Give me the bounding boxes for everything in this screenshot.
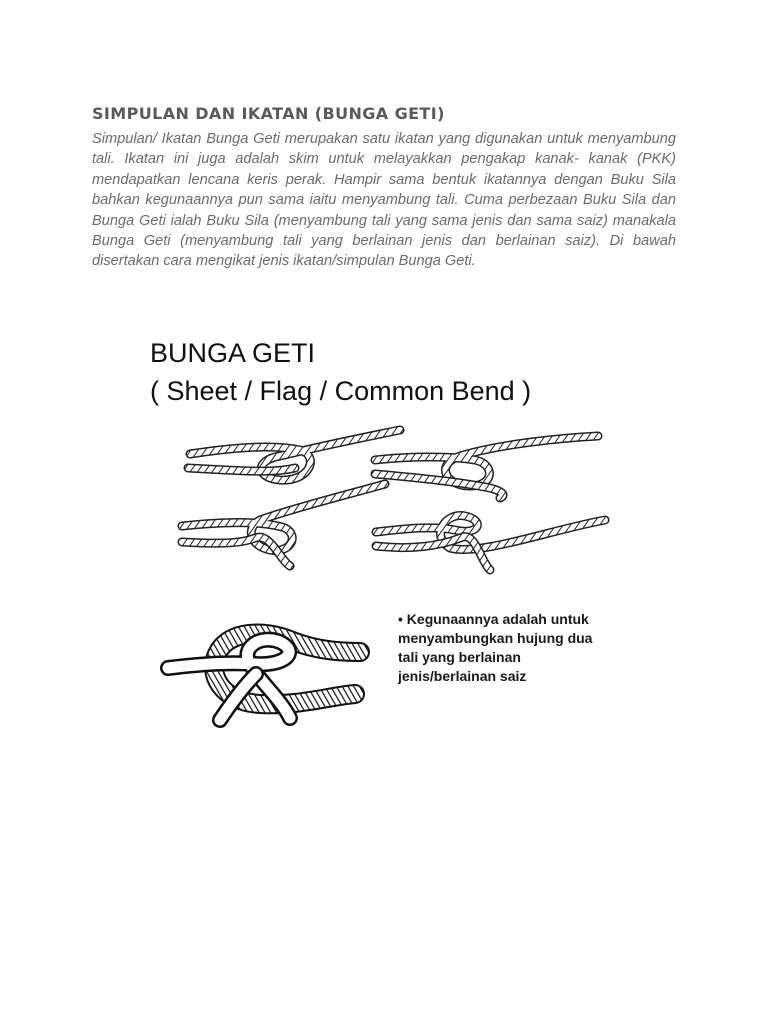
figure-title-subtitle: ( Sheet / Flag / Common Bend ) bbox=[150, 376, 532, 406]
intro-line: Simpulan/ Ikatan Bunga Geti merupakan satu ikatan yang digunakan untuk bbox=[92, 131, 588, 147]
intro-line: berlainan saiz). Di bawah disertakan cara mengikat jenis ikatan/simpulan Bunga Geti. bbox=[92, 233, 677, 270]
intro-paragraph bbox=[92, 129, 676, 272]
figure-title-main: BUNGA GETI bbox=[150, 338, 316, 368]
section-heading: SIMPULAN DAN IKATAN (BUNGA GETI) bbox=[92, 104, 445, 123]
intro-line: dan sama saiz) manakala Bunga Geti (menyambung tali yang berlainan jenis dan bbox=[92, 212, 676, 250]
usage-note-line: menyambungkan hujung dua bbox=[398, 630, 593, 646]
knot-step-3-icon bbox=[182, 484, 385, 566]
usage-note bbox=[398, 610, 638, 686]
knot-step-2-icon bbox=[375, 436, 598, 498]
intro-line: menyambung tali. Ikatan ini juga adalah skim untuk melayakkan pengakap kanak- bbox=[92, 131, 676, 168]
finished-sheet-bend-icon bbox=[160, 612, 380, 732]
intro-line: dengan Buku Sila bahkan kegunaannya pun sama iaitu menyambung tali. Cuma bbox=[92, 171, 676, 209]
usage-note-line: jenis/berlainan saiz bbox=[398, 668, 527, 684]
usage-note-line: tali yang berlainan bbox=[398, 649, 521, 665]
knot-steps-illustration bbox=[160, 420, 620, 580]
usage-note-line: • Kegunaannya adalah untuk bbox=[398, 611, 589, 627]
intro-line: perbezaan Buku Sila dan Bunga Geti ialah Buku Sila (menyambung tali yang sama jenis bbox=[92, 192, 676, 229]
figure-title bbox=[150, 334, 531, 410]
knot-step-4-icon bbox=[376, 516, 605, 570]
knot-step-1-icon bbox=[188, 430, 400, 480]
intro-line: kanak (PKK) mendapatkan lencana keris perak. Hampir sama bentuk ikatannya bbox=[92, 151, 676, 188]
